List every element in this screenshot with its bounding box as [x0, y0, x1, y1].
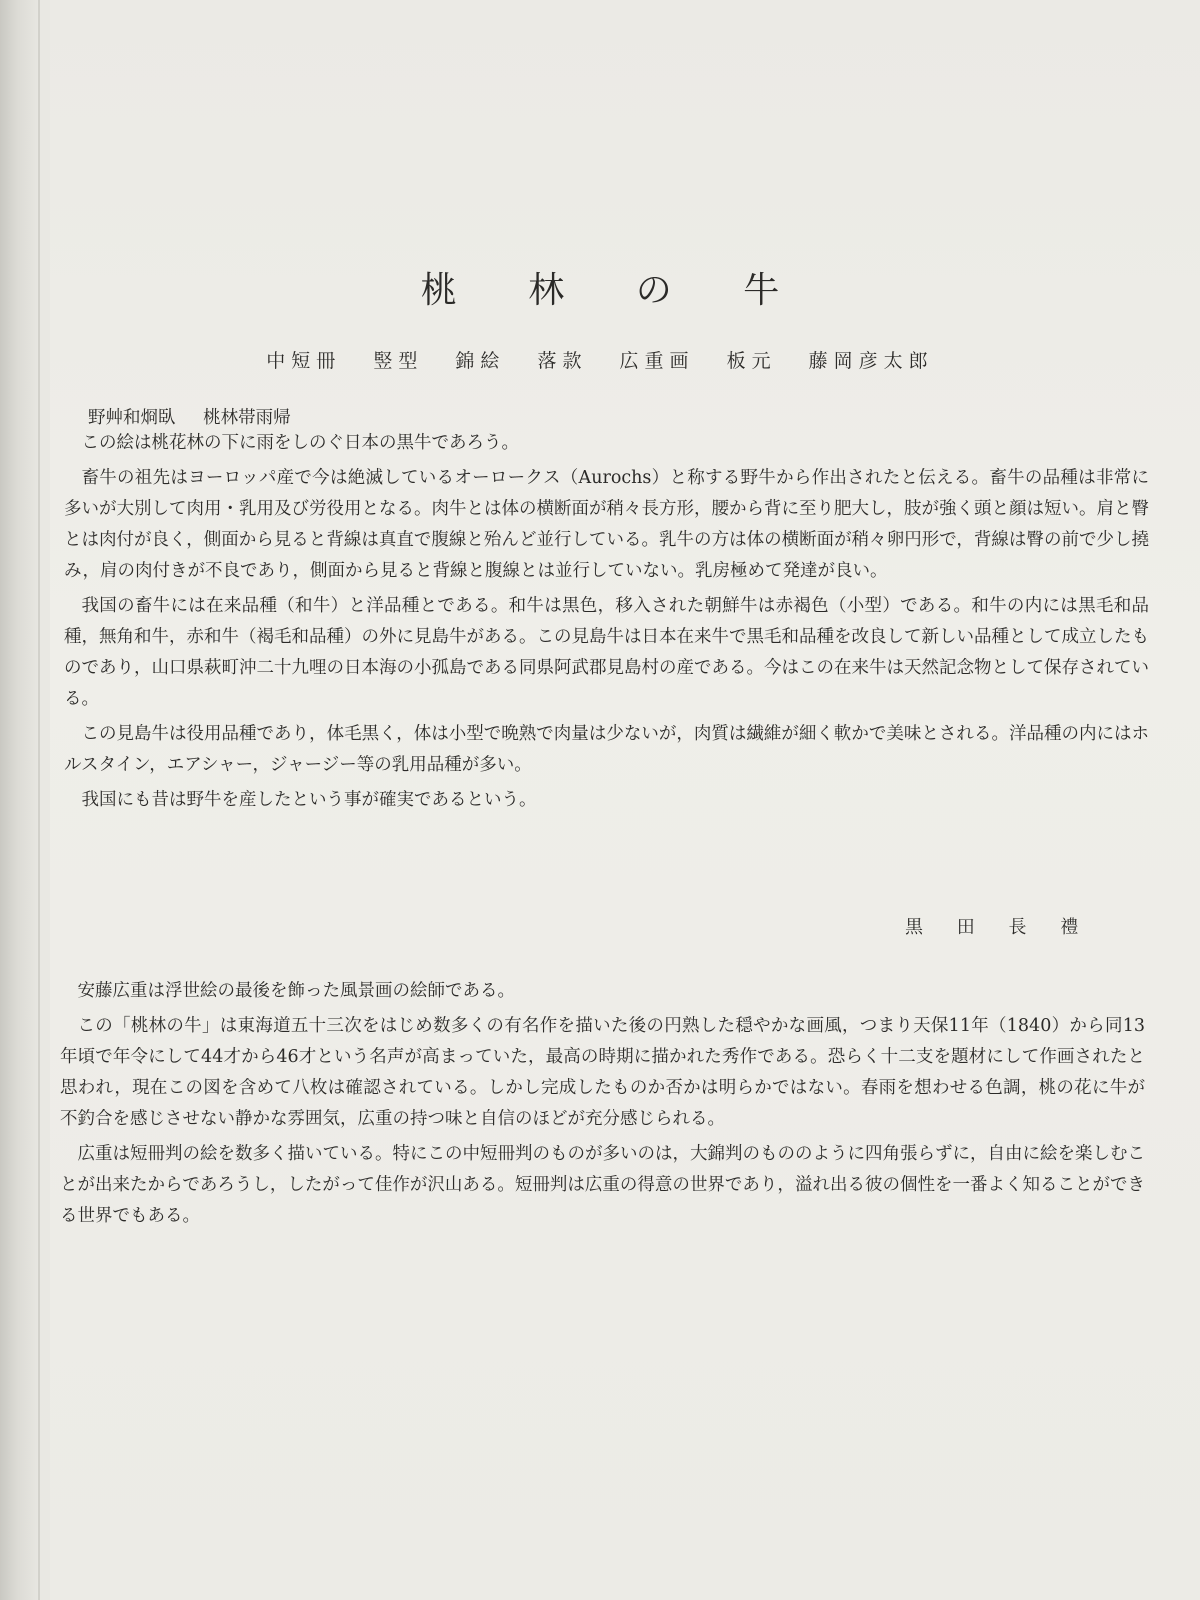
- title-char: の: [635, 270, 672, 311]
- paragraph: 我国の畜牛には在来品種（和牛）と洋品種とである。和牛は黒色，移入された朝鮮牛は赤褐色（小型）である。和牛の内には黒毛和品種，無角和牛，赤和牛（褐毛和品種）の外に見島牛がある。この見島牛は日本在来牛で黒毛和品種を改良して新しい品種として成立したものであり，山口県萩町沖二十九哩の日本海の小孤島である同県阿武郡見島村の産である。今はこの在来牛は天然記念物として保存されている。: [64, 596, 1149, 709]
- artist-label: 広重画: [619, 350, 695, 372]
- title-char: 桃: [420, 270, 457, 311]
- paragraph: 広重は短冊判の絵を数多く描いている。特にこの中短冊判のものが多いのは，大錦判のもののように四角張らずに，自由に絵を楽しむことが出来たからであろうし，したがって佳作が沢山ある。短冊判は広重の得意の世界であり，溢れ出る彼の個性を一番よく知ることができる世界でもある。: [60, 1144, 1145, 1226]
- print-details: [0, 346, 1200, 373]
- technique-label: 錦絵: [455, 350, 506, 372]
- poem-line: 桃林帯雨帰: [203, 408, 291, 428]
- paragraph: 安藤広重は浮世絵の最後を飾った風景画の絵師である。: [77, 981, 515, 1001]
- signature-char: 禮: [1060, 917, 1079, 938]
- poem-inscription: [88, 404, 313, 429]
- book-gutter-shadow: [0, 0, 38, 1600]
- paragraph: この見島牛は役用品種であり，体毛黒く，体は小型で晩熟で肉量は少ないが，肉質は繊維が細く軟かで美味とされる。洋品種の内にはホルスタイン，エアシャー，ジャージー等の乳用品種が多い。: [64, 724, 1149, 775]
- author-signature: [905, 913, 1106, 939]
- paragraph: この「桃林の牛」は東海道五十三次をはじめ数多くの有名作を描いた後の円熟した穏やかな画風，つまり天保11年（1840）から同13年頃で年令にして44才から46才という名声が高まっていた，最高の時期に描かれた秀作である。恐らく十二支を題材にして作画されたと思われ，現在この図を含めて八枚は確認されている。しかし完成したものか否かは明らかではない。春雨を想わせる色調，桃の花に牛が不釣合を感じさせない静かな雰囲気，広重の持つ味と自信のほどが充分感じられる。: [60, 1016, 1145, 1129]
- page-edge: [38, 0, 40, 1600]
- title-char: 牛: [743, 270, 780, 311]
- poem-line: 野艸和烱臥: [88, 408, 176, 428]
- publisher-label: 板元: [726, 350, 777, 372]
- signature-char: 黒: [905, 917, 923, 938]
- orientation-label: 竪型: [373, 350, 424, 372]
- format-label: 中短冊: [266, 350, 342, 372]
- essay-section-1: [64, 428, 1149, 820]
- publisher-name: 藤岡彦太郎: [808, 350, 934, 372]
- paragraph: 我国にも昔は野牛を産したという事が確実であるという。: [81, 790, 537, 810]
- paragraph: 畜牛の祖先はヨーロッパ産で今は絶滅しているオーロークス（Aurochs）と称する野牛から作出されたと伝える。畜牛の品種は非常に多いが大別して肉用・乳用及び労役用となる。肉牛とは体の横断面が稍々長方形，腰から背に至り肥大し，肢が強く頭と顔は短い。肩と臀とは肉付が良く，側面から見ると背線は真直で腹線と殆んど並行している。乳牛の方は体の横断面が稍々卵円形で，背線は臀の前で少し撓み，肩の肉付きが不良であり，側面から見ると背線と腹線とは並行していない。乳房極めて発達が良い。: [64, 468, 1149, 581]
- title-char: 林: [528, 270, 565, 311]
- page-title: [0, 262, 1200, 313]
- signature-char: 長: [1008, 917, 1027, 938]
- essay-section-2: [60, 976, 1145, 1236]
- signature-label: 落款: [537, 350, 588, 372]
- paragraph: この絵は桃花林の下に雨をしのぐ日本の黒牛であろう。: [81, 433, 519, 453]
- signature-char: 田: [956, 917, 975, 938]
